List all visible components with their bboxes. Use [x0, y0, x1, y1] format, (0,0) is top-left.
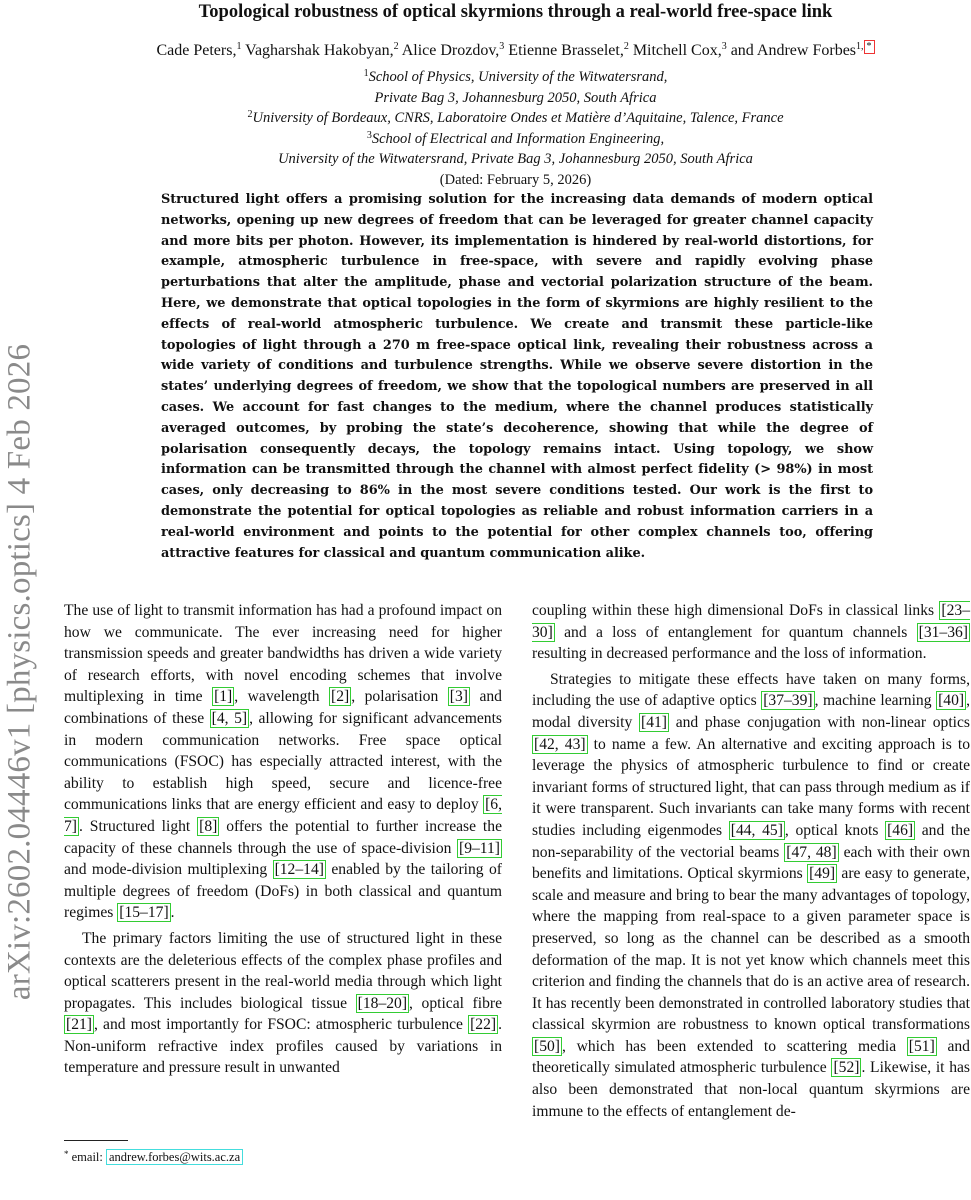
citation-link[interactable]: [1] [214, 688, 233, 706]
left-column [64, 600, 502, 1079]
email-link[interactable]: andrew.forbes@wits.ac.za [106, 1149, 243, 1165]
citation-link[interactable]: [40] [938, 692, 965, 710]
citation-link[interactable]: [23–30] [532, 602, 970, 641]
arxiv-identifier[interactable]: arXiv:2602.04446v1 [physics.optics] 4 Feb 2026 [1, 343, 38, 1001]
author-affiliation-mark: 2 [393, 41, 399, 52]
author-affiliation-mark: 1 [236, 41, 242, 52]
footnote-link[interactable]: * [864, 40, 875, 54]
footnote-mark: * [64, 1149, 69, 1159]
paper-title: Topological robustness of optical skyrmions through a real-world free-space link [198, 2, 833, 22]
right-column [532, 600, 970, 1122]
citation-link[interactable]: [52] [833, 1059, 860, 1077]
citation-link[interactable]: [41] [641, 713, 667, 731]
author-affiliation-mark: 2 [623, 41, 629, 52]
author-name: Alice Drozdov, [401, 42, 500, 59]
citation-link[interactable]: [51] [908, 1037, 935, 1055]
footnote [64, 1150, 243, 1165]
citation-link[interactable]: [9–11] [459, 839, 500, 857]
paragraph: Strategies to mitigate these effects have taken on many forms, including the use of adaptive optics [37–39] , machine learning [40] , modal diversity [41] and phase conjugation with non-linear optics [42, 43] to name a few. An alternative and exciting approach is to leverage the physics of atmospheric turbulence to find or create invariant forms of structured light, that can pass through medium as if it were transparent. Such invariants can take many forms with recent studies including eigenmodes [44, 45] , optical knots [46] and the non-separability of the vectorial beams [47, 48] each with their own benefits and limitations. Optical skyrmions [49] are easy to generate, scale and measure and bring to bear the many advantages of topology, where the mapping from real-space to a given parameter space is preserved, so long as the channel can be described as a smooth deformation of the map. It is not yet know which channels meet this criterion and finding the channels that do is an active area of research. It has recently been demonstrated in controlled laboratory studies that classical skyrmion are robustness to known optical transformations [50] , which has been extended to scattering media [51] and theoretically simulated atmospheric turbulence [52] . Likewise, it has also been demonstrated that non-local quantum skyrmions are immune to the effects of entanglement de- [532, 670, 971, 1120]
paragraph: The primary factors limiting the use of structured light in these contexts are the deleterious effects of the complex phase profiles and optical scatterers present in the real-world media through which light propagates. This includes biological tissue [18–20] , optical fibre [21] , and most importantly for FSOC: atmospheric turbulence [22] . Non-uniform refractive index profiles caused by variations in temperature and pressure result in unwanted [64, 929, 502, 1077]
affiliation-3 [60, 129, 971, 150]
footnote-rule [64, 1140, 128, 1141]
author-list [60, 40, 971, 60]
affiliation-number: 2 [247, 109, 253, 120]
arxiv-side-stamp [0, 250, 40, 1095]
affiliation-text: School of Physics, University of the Witwatersrand, [368, 69, 668, 85]
author-name: Etienne Brasselet, [508, 42, 624, 59]
citation-link[interactable]: [15–17] [119, 904, 169, 922]
footnote-label: email: [71, 1150, 103, 1164]
citation-link[interactable]: [42, 43] [534, 735, 586, 753]
citation-link[interactable]: [12–14] [274, 861, 324, 879]
abstract: Structured light offers a promising solution for the increasing data demands of modern optical networks, opening up new degrees of freedom that can be leveraged for greater channel capacity and more bits per photon. However, its implementation is hindered by real-world distortions, for example, atmospheric turbulence in free-space, with severe and rapidly evolving phase perturbations that alter the amplitude, phase and vectorial polarization structure of the beam. Here, we demonstrate that optical topologies in the form of skyrmions are highly resilient to the effects of real-world atmospheric turbulence. We create and transmit these particle-like topologies of light through a 270 m free-space optical link, revealing their robustness across a wide variety of conditions and turbulence strengths. While we observe severe distortion in the states’ underlying degrees of freedom, we show that the topological numbers are preserved in all cases. We account for fast changes to the medium, where the channel produces statistically averaged outcomes, by probing the state’s decoherence, showing that while the degree of polarisation consequently decays, the topology remains intact. Using topology, we show information can be transmitted through the channel with almost perfect fidelity (> 98%) in most cases, only decreasing to 86% in the most severe conditions tested. Our work is the first to demonstrate the potential for optical topologies as reliable and robust information carriers in a real-world environment and points to the potential for other complex channels too, offering attractive features for classical and quantum communication alike. [161, 192, 873, 561]
author-affiliation-mark: 3 [499, 41, 505, 52]
citation-link[interactable]: [3] [449, 688, 468, 706]
affiliation-1 [60, 67, 971, 88]
citation-link[interactable]: [37–39] [763, 692, 813, 710]
author-affiliation-mark: 1, [856, 41, 864, 52]
citation-link[interactable]: [46] [887, 821, 914, 839]
citation-link[interactable]: [31–36] [918, 623, 968, 641]
paragraph: coupling within these high dimensional DoFs in classical links [23–30] and a loss of entanglement for quantum channels [31–36] resulting in decreased performance and the loss of information. [532, 602, 970, 663]
citation-link[interactable]: [6, 7] [64, 796, 502, 835]
citation-link[interactable]: [8] [199, 817, 218, 835]
date-line: (Dated: February 5, 2026) [439, 171, 592, 188]
citation-link[interactable]: [2] [331, 688, 350, 706]
author-name: Mitchell Cox, [632, 42, 722, 59]
citation-link[interactable]: [22] [470, 1016, 497, 1034]
affiliation-number: 3 [366, 129, 372, 141]
affiliation-text: School of Electrical and Information Engineering, [371, 130, 665, 147]
citation-link[interactable]: [44, 45] [730, 821, 783, 839]
author-name: Vagharshak Hakobyan, [245, 42, 394, 59]
citation-link[interactable]: [18–20] [357, 994, 408, 1012]
paragraph: The use of light to transmit information has had a profound impact on how we communicate. The ever increasing need for higher transmission speeds and greater bandwidths has driven a wide variety of research efforts, with novel encoding schemes that involve multiplexing in time [1] , wavelength [2] , polarisation [3] and combinations of these [4, 5] , allowing for significant advancements in modern communication networks. Free space optical communications (FSOC) has especially attracted interest, with the ability to establish high speed, secure and licence-free communications links that are energy efficient and easy to deploy [6, 7] . Structured light [8] offers the potential to further increase the capacity of these channels through the use of space-division [9–11] and mode-division multiplexing [12–14] enabled by the tailoring of multiple degrees of freedom (DoFs) in both classical and quantum regimes [15–17] . [64, 602, 503, 922]
affiliation-2 [60, 108, 971, 129]
citation-link[interactable]: [50] [534, 1037, 560, 1055]
affiliations [60, 67, 971, 190]
author-name: Cade Peters, [156, 42, 237, 59]
affiliation-text: University of Bordeaux, CNRS, Laboratoire Ondes et Matière d’Aquitaine, Talence, France [252, 110, 784, 126]
affiliation-1-line2: Private Bag 3, Johannesburg 2050, South Africa [374, 89, 657, 106]
citation-link[interactable]: [21] [66, 1016, 92, 1034]
citation-link[interactable]: [4, 5] [211, 709, 248, 727]
affiliation-number: 1 [363, 68, 369, 79]
author-affiliation-mark: 3 [721, 41, 727, 52]
affiliation-3-line2: University of the Witwatersrand, Private Bag 3, Johannesburg 2050, South Africa [278, 151, 753, 167]
citation-link[interactable]: [49] [809, 865, 836, 883]
author-name: and Andrew Forbes [730, 42, 857, 59]
citation-link[interactable]: [47, 48] [786, 843, 837, 861]
